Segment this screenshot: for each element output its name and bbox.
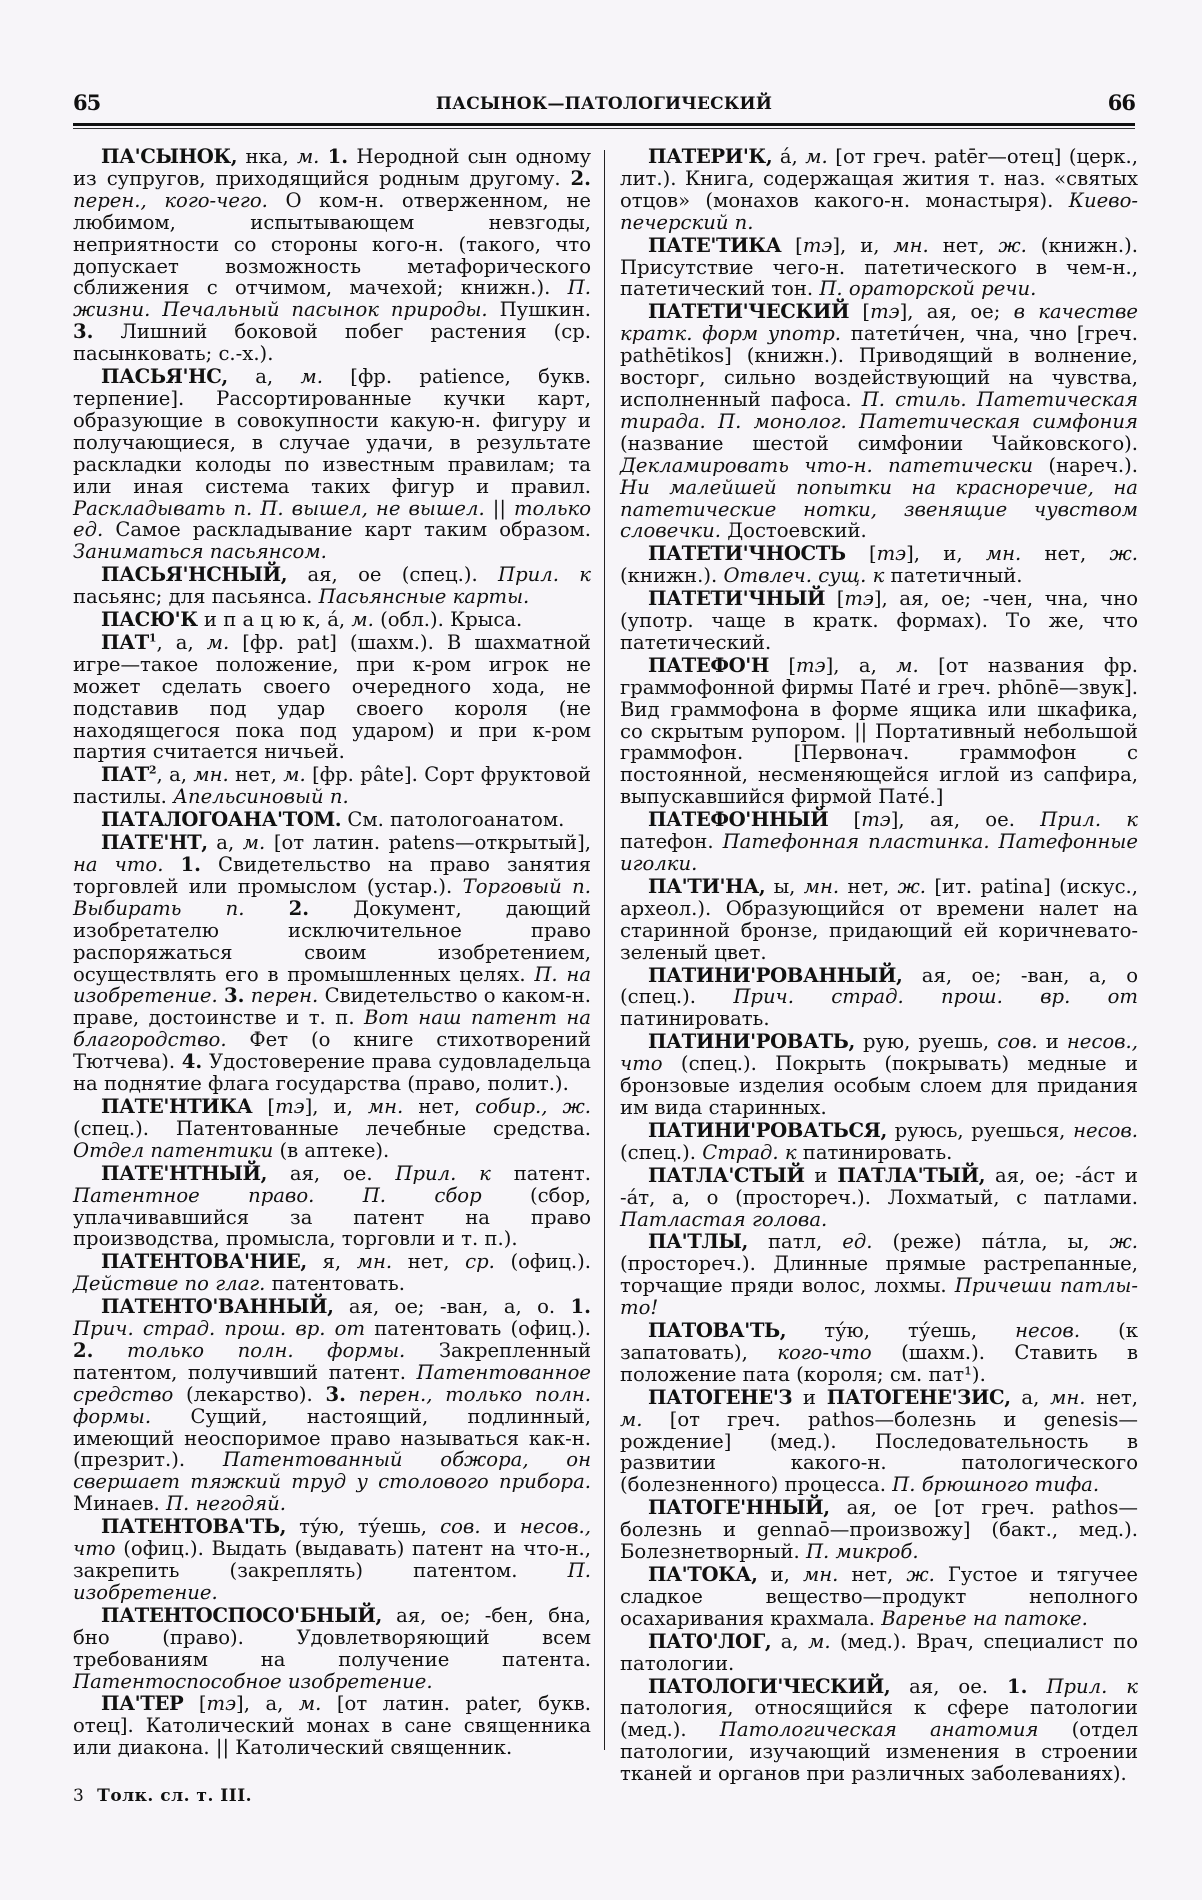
dictionary-entry <box>620 588 1138 654</box>
definition-text: (реже) пáтла, ы, <box>872 1230 1110 1254</box>
running-head: ПАСЫНОК—ПАТОЛОГИЧЕСКИЙ <box>435 94 773 114</box>
italic-gloss: м. <box>298 1692 322 1716</box>
definition-text: и, <box>757 1563 803 1586</box>
headword: ПАТЕНТО'ВАННЫЙ, <box>101 1295 334 1319</box>
italic-gloss: мн. <box>803 1563 839 1586</box>
definition-text: (нареч.). <box>1032 453 1139 477</box>
definition-text: ту́ю, ту́ешь, <box>286 1515 441 1539</box>
italic-gloss: ж. <box>998 233 1027 257</box>
headword: ПАТЕ'НТИКА <box>101 1094 253 1118</box>
sense-number: 2. <box>73 1338 94 1362</box>
italic-gloss: м. <box>896 653 919 677</box>
dictionary-entry <box>73 632 591 763</box>
definition-text: патент. <box>490 1161 591 1185</box>
definition-text: (сбор, уплачивавшийся за патент на право производства, промысла, торговли и т. п.). <box>73 1183 591 1251</box>
definition-text: я, <box>306 1250 357 1274</box>
definition-text: á, <box>772 145 806 168</box>
italic-gloss: к <box>579 563 591 587</box>
dictionary-entry <box>620 876 1138 964</box>
definition-text: ], а, <box>825 653 897 677</box>
headword: ПАТЕНТОСПОСО'БНЫЙ, <box>101 1603 382 1627</box>
headword: ПАТЕНТОВА'НИЕ, <box>101 1250 307 1274</box>
dictionary-entry <box>620 1631 1138 1675</box>
page-header <box>73 90 1135 122</box>
definition-text: патентовать (офиц.). <box>365 1317 591 1341</box>
definition-text: ту́ю, ту́ешь, <box>786 1319 1016 1343</box>
definition-text: (обл.). Крыса. <box>373 608 523 632</box>
italic-gloss: Отвлеч. сущ. к <box>723 564 885 588</box>
definition-text: а, <box>227 365 301 389</box>
italic-gloss: ж. <box>906 1563 935 1586</box>
definition-text: [ <box>183 1692 207 1716</box>
italic-gloss: тэ <box>802 233 833 257</box>
definition-text: руюсь, руешься, <box>886 1118 1074 1142</box>
definition-text: и <box>804 1163 838 1187</box>
definition-text: Достоевский. <box>720 519 867 543</box>
definition-text: а, <box>207 831 243 855</box>
definition-text: Свидетельство о каком-н. праве, достоинстве и т. п. <box>73 984 591 1030</box>
italic-gloss: м. <box>206 630 230 654</box>
definition-text: и <box>480 1515 520 1539</box>
definition-text: [ <box>252 1094 276 1118</box>
headword: ПАТИНИ'РОВАТЬСЯ, <box>648 1118 887 1142</box>
definition-text: Сущий, настоящий, подлинный, имеющий неоспоримое право называться как-н. (презрит.). <box>73 1404 591 1472</box>
definition-text: [ <box>825 587 845 611</box>
definition-text: [от греч. patēr—отец] (церк., лит.). Книга, содержащая жития т. наз. «святых отцов» (монахов какого-н. монастыря). <box>620 145 1138 212</box>
italic-gloss: Патентное право. П. сбор <box>73 1183 482 1207</box>
dictionary-entry <box>620 965 1138 1031</box>
italic-gloss: Киево-печерский п. <box>620 188 1138 234</box>
definition-text: нет, <box>228 763 284 787</box>
definition-text: ая, ое [от греч. pathos—болезнь и gennaō—произвожу] (бакт., мед.). Болезнетворный. <box>620 1496 1138 1564</box>
definition-text: ая, ое; -бен, бна, бно (право). Удовлетворяющий всем требованиям на получение патента. <box>73 1603 591 1671</box>
dictionary-entry <box>620 1387 1138 1497</box>
italic-gloss: кого-что <box>777 1340 872 1364</box>
header-rule <box>73 123 1135 126</box>
definition-text: ], ая, ое; -чен, чна, чно (употр. чаще в кратк. формах). То же, что патетический. <box>620 587 1138 654</box>
definition-text: (к запатовать), <box>620 1319 1139 1364</box>
definition-text: пасьянс; для пасьянса. <box>73 585 319 609</box>
italic-gloss: Страд. к <box>702 1140 797 1164</box>
definition-text: ], ая, ое. <box>890 808 1041 832</box>
dictionary-entry <box>620 1320 1138 1386</box>
definition-text: (шахм.). Ставить в положение пата (короля; см. пат¹). <box>620 1340 1138 1386</box>
italic-gloss: м. <box>300 365 323 389</box>
definition-text: [ <box>781 233 803 257</box>
dictionary-entry <box>73 1251 591 1295</box>
italic-gloss: перен. <box>250 984 319 1008</box>
definition-text: Закрепленный патентом, получивший патент. <box>73 1338 591 1384</box>
definition-text: нет, <box>1085 1385 1138 1409</box>
italic-gloss: Апельсиновый п. <box>173 785 349 809</box>
italic-gloss: Прил. <box>498 563 559 587</box>
dictionary-entry <box>620 1497 1138 1563</box>
definition-text: и <box>792 1385 827 1409</box>
italic-gloss: ж. <box>1109 542 1138 566</box>
dictionary-entry <box>620 301 1138 542</box>
italic-gloss: Действие по глаг. <box>73 1272 266 1296</box>
italic-gloss: Вот наш патент на благородство. <box>73 1006 591 1052</box>
definition-text: (офиц.). Выдать (выдавать) патент на что-н., закрепить (закреплять) патентом. <box>73 1537 591 1582</box>
homonym-index: 2 <box>148 763 157 777</box>
italic-gloss: П. брюшного тифа. <box>892 1473 1100 1497</box>
italic-gloss: перен., кого-чего. <box>73 188 268 212</box>
definition-text: нет, <box>1021 542 1110 566</box>
definition-text: нка, <box>237 145 297 168</box>
homonym-index: 1 <box>148 631 157 645</box>
headword: ПАТОЛОГИ'ЧЕСКИЙ, <box>648 1674 891 1698</box>
definition-text: а, <box>1010 1385 1051 1409</box>
italic-gloss: Ни малейшей попытки на красноречие, на патетические нотки, звенящие чувством словечки. <box>620 475 1138 543</box>
italic-gloss: мн. <box>1050 1385 1086 1409</box>
definition-text: нет, <box>403 1094 476 1118</box>
dictionary-entry <box>620 809 1138 875</box>
dictionary-entry <box>73 609 591 631</box>
italic-gloss: П. микроб. <box>805 1540 919 1564</box>
dictionary-entry <box>73 1296 591 1515</box>
italic-gloss: несов., что <box>620 1030 1138 1076</box>
definition-text: [ <box>849 300 871 324</box>
sense-number: 1. <box>327 145 349 168</box>
italic-gloss: мн. <box>367 1094 404 1118</box>
italic-gloss: сов. <box>440 1515 481 1539</box>
definition-text: нет, <box>838 1563 907 1586</box>
definition-text: , а, <box>156 630 207 654</box>
definition-text <box>559 563 579 586</box>
dictionary-entry <box>73 1693 591 1759</box>
italic-gloss: м. <box>296 145 320 168</box>
italic-gloss: м. <box>351 608 374 632</box>
dictionary-entry <box>73 1605 591 1693</box>
dictionary-entry <box>620 146 1138 234</box>
italic-gloss: только ед. <box>73 496 591 542</box>
italic-gloss: Варенье на патоке. <box>881 1606 1088 1630</box>
headword: ПАТАЛОГОАНА'ТОМ. <box>101 808 342 832</box>
dictionary-entry <box>73 564 591 608</box>
definition-text: рую, руешь, <box>854 1030 998 1054</box>
italic-gloss: Патефонная пластинка. Патефонные иголки. <box>620 830 1138 875</box>
definition-text: Густое и тягучее сладкое вещество—продукт неполного осахаривания крахмала. <box>620 1563 1139 1630</box>
definition-text <box>163 853 180 876</box>
sense-number: 2. <box>570 166 591 190</box>
italic-gloss: тэ <box>796 653 826 677</box>
italic-gloss: Прил. к <box>1046 1674 1138 1698</box>
dictionary-entry <box>620 1031 1138 1119</box>
italic-gloss: сов. <box>997 1030 1038 1054</box>
italic-gloss: несов. <box>1015 1319 1081 1343</box>
definition-text: [от латин. pater, букв. отец]. Католический монах в сане священника или диакона. || Католический священник. <box>73 1692 591 1760</box>
definition-text <box>244 897 288 920</box>
italic-gloss: Прич. страд. прош. вр. от <box>733 985 1139 1009</box>
dictionary-entry <box>620 1120 1138 1164</box>
italic-gloss: Патентованное средство <box>73 1360 591 1406</box>
definition-text: Неродной сын одному из супругов, приходящийся родным другому. <box>73 145 591 190</box>
definition-text: патинировать. <box>796 1140 953 1164</box>
headword: ПАТ <box>101 763 149 787</box>
italic-gloss: Причеши патлы-то! <box>620 1274 1138 1320</box>
dictionary-entry <box>73 146 591 365</box>
dictionary-entry <box>73 1163 591 1251</box>
dictionary-entry <box>73 764 591 808</box>
italic-gloss: Прич. страд. прош. вр. от <box>73 1317 366 1341</box>
headword: ПАТИНИ'РОВАННЫЙ, <box>648 963 903 987</box>
definition-text: || <box>484 496 514 520</box>
dictionary-entry <box>620 1231 1138 1319</box>
definition-text: (лекарство). <box>173 1382 326 1406</box>
definition-text: патефон. <box>620 830 723 854</box>
definition-text: ая, ое. <box>890 1674 1007 1698</box>
definition-text: [фр. pat] (шахм.). В шахматной игре—такое положение, при к-ром игрок не может сделать своего очередного хода, не подставив под удар своего короля (не находящегося пока под ударом) и при к-ром партия считается ничьей. <box>73 630 591 764</box>
italic-gloss: мн. <box>193 763 229 787</box>
headword: ПАСЬЯ'НСНЫЙ, <box>101 563 288 587</box>
italic-gloss: тэ <box>861 808 891 832</box>
italic-gloss: Заниматься пасьянсом. <box>73 540 327 564</box>
italic-gloss: П. жизни. Печальный пасынок природы. <box>73 276 591 322</box>
definition-text: ], и, <box>906 542 986 566</box>
definition-text: [ <box>845 542 877 566</box>
italic-gloss: тэ <box>206 1692 237 1716</box>
page-number-right: 66 <box>1107 90 1135 115</box>
italic-gloss: в качестве кратк. форм употр. <box>620 300 1138 346</box>
italic-gloss: мн. <box>803 874 840 898</box>
dictionary-entry <box>620 235 1138 301</box>
definition-text: [фр. patience, букв. терпение]. Рассортированные кучки карт, образующие в совокупности какую-н. фигуру и получающиеся, в случае удачи, в результате раскладки колоды по известным правилам; та или иная система таких фигур и правил. <box>73 365 591 498</box>
dictionary-entry <box>73 1096 591 1162</box>
italic-gloss: П. негодяй. <box>165 1492 286 1516</box>
definition-text: патети́чен, чна, чно [греч. pathētikos] (книжн.). Приводящий в волнение, восторг, сильно воздействующий на чувства, исполненный пафоса. <box>620 322 1138 411</box>
italic-gloss: Отдел патентики <box>73 1138 274 1162</box>
dictionary-entry <box>620 1676 1138 1786</box>
italic-gloss: тэ <box>870 300 900 324</box>
headword: ПАТЕНТОВА'ТЬ, <box>101 1515 287 1539</box>
definition-text: патл, <box>747 1230 843 1254</box>
headword: ПАТЕТИ'ЧЕСКИЙ <box>648 300 850 324</box>
definition-text: (книжн.). Присутствие чего-н. патетического в чем-н., патетический тон. <box>620 233 1138 301</box>
italic-gloss: несов. <box>1073 1118 1138 1142</box>
definition-text: ая, ое; -ван, а, о. <box>333 1295 571 1319</box>
definition-text: (офиц.). <box>494 1250 592 1274</box>
italic-gloss: Раскладывать п. П. вышел, не вышел. <box>73 496 485 520</box>
headword: ПА'ТЛЫ, <box>648 1230 748 1254</box>
definition-text: Документ, дающий изобретателю исключительное право распоряжаться своим изобретением, осуществлять его в промышленных целях. <box>73 896 591 986</box>
definition-text: [от греч. pathos—болезнь и genesis—рождение] (мед.). Последовательность в развитии какого-н. патологического (болезненного) процесса. <box>620 1407 1138 1497</box>
italic-gloss: Прил. к <box>1040 808 1139 832</box>
italic-gloss: П. изобретение. <box>73 1559 591 1604</box>
headword: ПАТЕРИ'К, <box>648 145 773 168</box>
italic-gloss: П. на изобретение. <box>73 962 591 1008</box>
headword: ПАТЛА'СТЫЙ <box>648 1163 805 1187</box>
definition-text: ], и, <box>832 233 894 257</box>
definition-text: патология, относящийся к сфере патологии (мед.). <box>620 1696 1138 1742</box>
definition-text: (спец.). <box>620 1140 703 1164</box>
italic-gloss: несов., что <box>73 1515 591 1561</box>
italic-gloss: м. <box>283 763 306 787</box>
headword: ПА'ТЕР <box>101 1692 184 1716</box>
italic-gloss: м. <box>242 831 266 855</box>
definition-text: ая, ое (спец.). <box>287 563 499 587</box>
definition-text: ая, ое; -ван, а, о (спец.). <box>620 963 1138 1009</box>
definition-text: (в аптеке). <box>273 1138 390 1162</box>
definition-text: См. патологоанатом. <box>341 808 565 832</box>
column-right <box>620 146 1138 1786</box>
headword-variant: ПАТОГЕНЕ'ЗИС, <box>826 1385 1011 1409</box>
sense-number: 1. <box>1006 1674 1028 1698</box>
definition-text: [ит. patina] (искус., археол.). Образующийся от времени налет на старинной бронзе, придающий ей коричневато-зеленый цвет. <box>620 874 1139 964</box>
definition-text: (отдел патологии, изучающий изменения в строении тканей и органов при различных заболеваниях). <box>620 1718 1139 1786</box>
headword: ПА'ТОКА, <box>648 1563 758 1586</box>
dictionary-entry <box>73 832 591 1095</box>
definition-text: а, <box>771 1629 809 1653</box>
definition-text: нет, <box>392 1250 466 1274</box>
headword: ПАТЕФО'ННЫЙ <box>648 808 829 832</box>
definition-text: патинировать. <box>620 1007 770 1031</box>
italic-gloss: тэ <box>844 587 874 611</box>
headword: ПАТОВА'ТЬ, <box>648 1319 787 1343</box>
definition-text: [от названия фр. граммофонной фирмы Патé и греч. phōnē—звук]. Вид граммофона в форме ящика или шкафика, со скрытым рупором. || Портативный небольшой граммофон. [Первонач. граммофон с постоянной, несменяющейся иглой из сапфира, выпускавшийся фирмой Патé.] <box>620 653 1138 809</box>
definition-text: патентовать. <box>265 1272 405 1296</box>
definition-text: О ком-н. отверженном, не любимом, испытывающем невзгоды, неприятности со стороны кого-н. (такого, что допускает возможность метафорического сближения с отчимом, мачехой; книжн.). <box>73 188 591 300</box>
italic-gloss: Патологическая анатомия <box>719 1718 1039 1742</box>
italic-gloss: м. <box>620 1407 643 1431</box>
definition-text: Удостоверение права судовладельца на поднятие флага государства (право, полит.). <box>73 1050 591 1096</box>
italic-gloss: Прил. к <box>395 1161 491 1185</box>
headword: ПАСЬЯ'НС, <box>101 365 228 389</box>
definition-text: Пушкин. <box>487 298 592 322</box>
headword: ПАТЕФО'Н <box>648 653 769 677</box>
column-divider <box>604 150 605 1750</box>
definition-text: Свидетельство на право занятия торговлей или промыслом (устар.). <box>73 853 592 898</box>
definition-text: [от латин. patens—открытый], <box>265 831 591 855</box>
headword: ПАТЕ'ТИКА <box>648 233 782 257</box>
definition-text: Минаев. <box>73 1492 166 1516</box>
definition-text: Самое раскладывание карт таким образом. <box>103 518 591 542</box>
dictionary-entry <box>620 655 1138 808</box>
signature-text: Толк. сл. т. III. <box>97 1786 253 1806</box>
dictionary-entry <box>73 809 591 831</box>
italic-gloss: ед. <box>842 1230 873 1254</box>
signature-number: 3 <box>73 1786 85 1806</box>
definition-text: ая, ое; -áст и -áт, а, о (простореч.). Лохматый, с патлами. <box>620 1163 1138 1209</box>
sense-number: 2. <box>288 896 310 920</box>
headword: ПАТЕ'НТНЫЙ, <box>101 1161 268 1185</box>
definition-text: и <box>1037 1030 1067 1054</box>
definition-text <box>93 1339 127 1362</box>
definition-text: ], ая, ое; <box>899 300 1014 324</box>
printer-signature <box>73 1786 252 1806</box>
italic-gloss: Патластая голова. <box>620 1207 828 1231</box>
headword: ПАТЕТИ'ЧНОСТЬ <box>648 542 846 566</box>
italic-gloss: на что. <box>73 853 164 876</box>
definition-text: (простореч.). Длинные прямые растрепанные, торчащие пряди волос, лохмы. <box>620 1252 1138 1298</box>
definition-text: нет, <box>839 874 898 898</box>
headword: ПАТЕ'НТ, <box>101 831 208 855</box>
sense-number: 1. <box>570 1295 591 1319</box>
headword: ПАТО'ЛОГ, <box>648 1629 772 1653</box>
headword: ПАТЕТИ'ЧНЫЙ <box>648 587 826 611</box>
italic-gloss: тэ <box>876 542 907 566</box>
definition-text: , а, <box>156 763 194 787</box>
definition-text: Фет (о книге стихотворений Тютчева). <box>73 1028 591 1074</box>
italic-gloss: м. <box>805 145 828 168</box>
definition-text: (книжн.). <box>620 564 724 588</box>
italic-gloss: Торговый п. Выбирать п. <box>73 874 591 920</box>
definition-text: (мед.). Врач, специалист по патологии. <box>620 1629 1138 1675</box>
header-rule-thin <box>73 128 1135 129</box>
sense-number: 4. <box>181 1050 203 1074</box>
headword: ПАТОГЕНЕ'З <box>648 1385 793 1409</box>
definition-text: Лишний боковой побег растения (ср. пасынковать; с.-х.). <box>73 320 591 366</box>
italic-gloss: ж. <box>1109 1230 1138 1254</box>
italic-gloss: собир., ж. <box>475 1094 592 1118</box>
definition-text <box>1027 1675 1046 1698</box>
definition-text: ы, <box>765 874 804 898</box>
italic-gloss: ср. <box>465 1250 495 1274</box>
definition-text: [ <box>768 653 797 677</box>
definition-text <box>319 145 327 168</box>
italic-gloss: ж. <box>897 874 927 898</box>
definition-text: [ <box>828 808 862 832</box>
dictionary-entry <box>620 1564 1138 1630</box>
definition-text: (название шестой симфонии Чайковского). <box>620 431 1138 455</box>
page-number-left: 65 <box>73 90 101 115</box>
italic-gloss: Пасьянсные карты. <box>318 585 530 609</box>
italic-gloss: м. <box>808 1629 831 1653</box>
headword: ПАТИНИ'РОВАТЬ, <box>648 1030 855 1054</box>
italic-gloss: только полн. формы. <box>127 1338 406 1362</box>
italic-gloss: тэ <box>275 1094 305 1118</box>
definition-text <box>346 1383 359 1406</box>
column-left <box>73 146 591 1760</box>
sense-number: 3. <box>224 984 245 1008</box>
definition-text: (спец.). Патентованные лечебные средства. <box>73 1116 591 1140</box>
definition-text: и п а ц ю к, á, <box>197 608 352 632</box>
sense-number: 3. <box>73 320 94 344</box>
headword: ПАТОГЕ'ННЫЙ, <box>648 1496 830 1520</box>
dictionary-entry <box>620 543 1138 587</box>
headword: ПА'ТИ'НА, <box>648 874 766 898</box>
italic-gloss: мн. <box>356 1250 393 1274</box>
italic-gloss: Патентованный обжора, он свершает тяжкий труд у столового прибора. <box>73 1448 591 1494</box>
dictionary-entry <box>73 366 591 563</box>
definition-text: ], и, <box>304 1094 368 1118</box>
sense-number: 3. <box>325 1382 346 1406</box>
italic-gloss: мн. <box>985 542 1022 566</box>
sense-number: 1. <box>180 853 201 876</box>
definition-text: нет, <box>928 233 999 257</box>
headword: ПАТ <box>101 630 149 654</box>
definition-text: (спец.). Покрыть (покрывать) медные и бронзовые изделия особым слоем для придания им вида старинных. <box>620 1052 1138 1119</box>
headword: ПА'СЫНОК, <box>101 145 238 168</box>
definition-text: ], а, <box>236 1692 299 1716</box>
headword: ПАСЮ'К <box>101 608 198 632</box>
italic-gloss: перен., только полн. формы. <box>73 1382 591 1428</box>
italic-gloss: Декламировать что-н. патетически <box>620 453 1033 477</box>
definition-text: ая, ое. <box>267 1161 396 1185</box>
italic-gloss: Патентоспособное изобретение. <box>73 1669 433 1693</box>
definition-text: [фр. pâte]. Сорт фруктовой пастилы. <box>73 763 591 809</box>
definition-text: патетичный. <box>884 564 1023 588</box>
italic-gloss: мн. <box>893 233 929 257</box>
italic-gloss: П. стиль. Патетическая тирада. П. монолог. Патетическая симфония <box>620 387 1138 433</box>
dictionary-entry <box>73 1516 591 1604</box>
dictionary-entry <box>620 1165 1138 1231</box>
italic-gloss: П. ораторской речи. <box>819 277 1037 301</box>
headword-variant: ПАТЛА'ТЫЙ, <box>837 1163 986 1187</box>
